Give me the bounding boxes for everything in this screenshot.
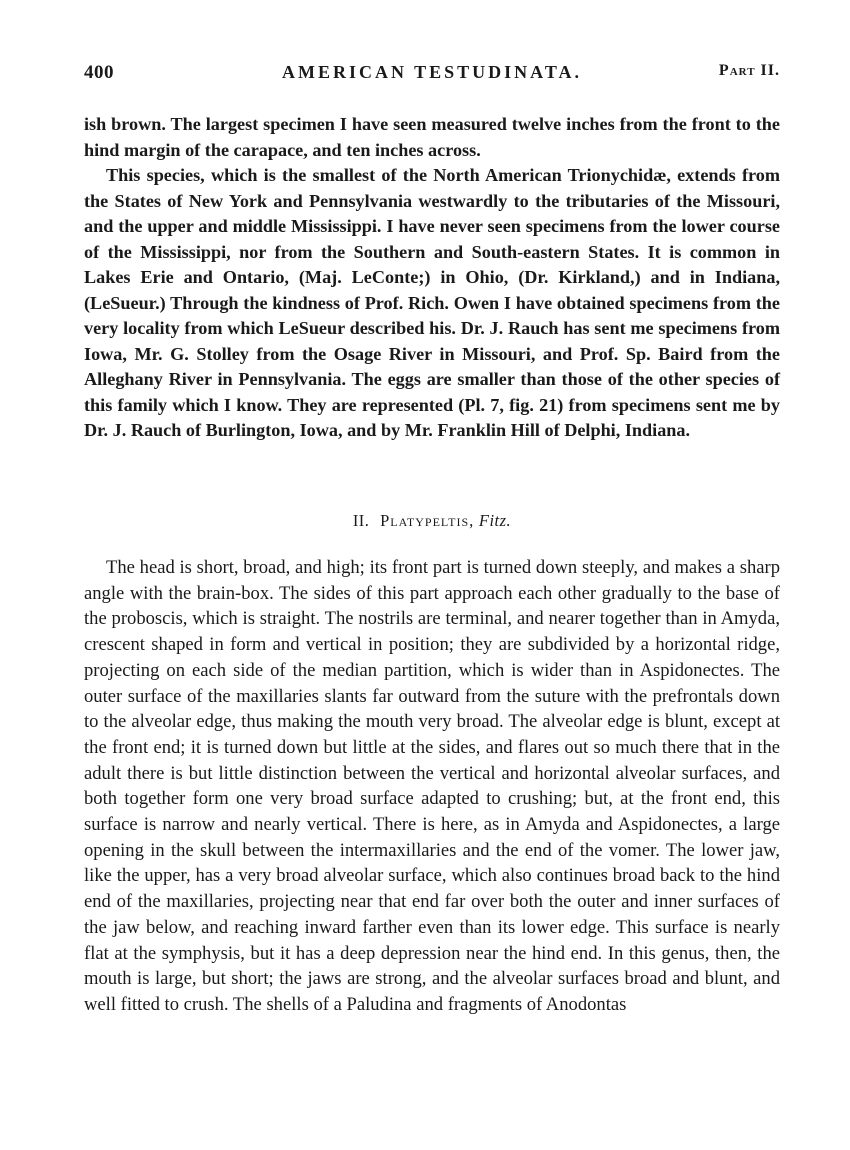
body-text-bottom [84, 555, 780, 1018]
page-header [84, 62, 780, 92]
part-label: Part II. [718, 62, 780, 79]
section-author: Fitz. [478, 511, 512, 530]
body-text-top [84, 112, 780, 444]
section-number: II. [352, 511, 370, 530]
paragraph: ish brown. The largest specimen I have seen measured twelve inches from the front to the hind margin of the carapace, and ten inches across. [84, 114, 780, 160]
page-number: 400 [84, 62, 114, 83]
section-heading [84, 511, 780, 531]
paragraph: The head is short, broad, and high; its front part is turned down steeply, and makes a sharp angle with the brain-box. The sides of this part approach each other gradually to the base of the proboscis, which is straight. The nostrils are terminal, and nearer together than in Amyda, crescent shaped in form and vertical in position; they are subdivided by a horizontal ridge, projecting on each side of the median partition, which is wider than in Aspidonectes. The outer surface of the maxillaries slants far outward from the suture with the prefrontals down to the alveolar edge, thus making the mouth very broad. The alveolar edge is blunt, except at the front end; it is turned down but little at the sides, and flares out so much there that in the adult there is but little distinction between the vertical and horizontal alveolar surfaces, and both together form one very broad surface adapted to crushing; but, at the front end, this surface is narrow and nearly vertical. There is here, as in Amyda and Aspidonectes, a large opening in the skull between the intermaxillaries and the end of the vomer. The lower jaw, like the upper, has a very broad alveolar surface, which also continues broad back to the hind end of the maxillaries, projecting near that end far over both the outer and inner surfaces of the jaw below, and reaching inward farther even than its lower edge. This surface is nearly flat at the symphysis, but it has a deep depression near the hind end. In this genus, then, the mouth is large, but short; the jaws are strong, and the alveolar surfaces broad and blunt, and well fitted to crush. The shells of a Paludina and fragments of Anodontas [84, 557, 780, 1015]
section-genus-name: Platypeltis, [380, 511, 475, 530]
paragraph: This species, which is the smallest of the North American Trionychidæ, extends from the States of New York and Pennsylvania westwardly to the tributaries of the Missouri, and the upper and middle Mississippi. I have never seen specimens from the lower course of the Mississippi, nor from the Southern and South-eastern States. It is common in Lakes Erie and Ontario, (Maj. LeConte;) in Ohio, (Dr. Kirkland,) and in Indiana, (LeSueur.) Through the kindness of Prof. Rich. Owen I have obtained specimens from the very locality from which LeSueur described his. Dr. J. Rauch has sent me specimens from Iowa, Mr. G. Stolley from the Osage River in Missouri, and Prof. Sp. Baird from the Alleghany River in Pennsylvania. The eggs are smaller than those of the other species of this family which I know. They are represented (Pl. 7, fig. 21) from specimens sent me by Dr. J. Rauch of Burlington, Iowa, and by Mr. Franklin Hill of Delphi, Indiana. [84, 165, 780, 440]
running-title: AMERICAN TESTUDINATA. [281, 62, 583, 82]
